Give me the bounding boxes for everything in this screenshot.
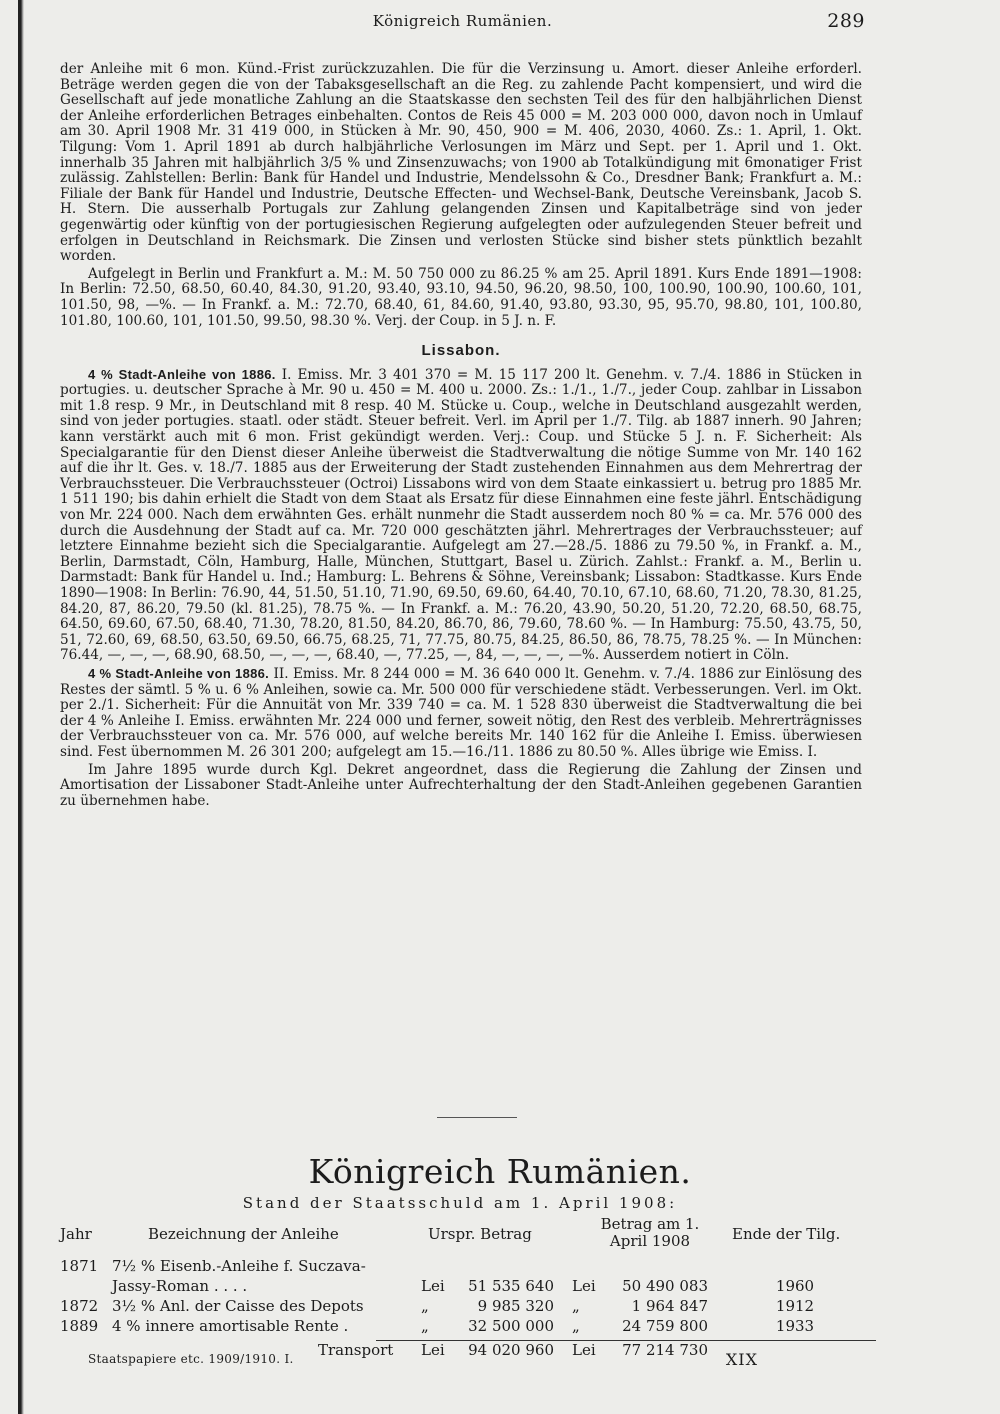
portugal-loan-paragraph: der Anleihe mit 6 mon. Künd.-Frist zurückzuzahlen. Die für die Verzinsung u. Amort. dieser Anleihe erforderl. Beträge werden gegen die von der Tabaksgesellschaft an die Reg. zu zahlende Pacht kompensiert, und wird die Gesellschaft auf jede monatliche Zahlung an die Staatskasse den sechsten Teil des für den halbjährlichen Dienst der Anleihe erforderlichen Betrages einbehalten. Contos de Reis 45 000 = M. 203 000 000, davon noch in Umlauf am 30. April 1908 Mr. 31 419 000, in Stücken à Mr. 90, 450, 900 = M. 406, 2030, 4060. Zs.: 1. April, 1. Okt. Tilgung: Vom 1. April 1891 ab durch halbjährliche Verlosungen im März und Sept. per 1. April und 1. Okt. innerhalb 35 Jahren mit halbjährlich 3/5 % und Zinsenzuwachs; von 1900 ab Totalkündigung mit 6monatiger Frist zulässig. Zahlstellen: Berlin: Bank für Handel und Industrie, Mendelssohn & Co., Dresdner Bank; Frankfurt a. M.: Filiale der Bank für Handel und Industrie, Deutsche Effecten- und Wechsel-Bank, Deutsche Vereinsbank, Jacob S. H. Stern. Die ausserhalb Portugals zur Zahlung gelangenden Zinsen und Kapitalbeträge sind von jeder gegenwärtig oder künftig von der portugiesischen Regierung aufgelegten oder aufzulegenden Steuer befreit und erfolgen in Deutschland in Reichsmark. Die Zinsen und verlosten Stücke sind bisher stets pünktlich bezahlt worden. <box>60 61 862 265</box>
table-row <box>60 1316 870 1336</box>
state-debt-table <box>60 1216 870 1360</box>
page-footer <box>88 1350 758 1372</box>
row-cur1: Lei <box>421 1277 445 1295</box>
transport-amount2: 77 214 730 <box>622 1341 708 1359</box>
loan-2-heading: 4 % Stadt-Anleihe von 1886. <box>88 665 270 681</box>
row-end: 1960 <box>775 1277 815 1295</box>
table-row <box>60 1256 870 1276</box>
loan-2-text: II. Emiss. Mr. 8 244 000 = M. 36 640 000 lt. Genehm. v. 7./4. 1886 zur Einlösung des Restes der sämtl. 5 % u. 6 % Anleihen, sowie ca. Mr. 500 000 für verschiedene städt. Verbesserungen. Verl. im Okt. per 2./1. Sicherheit: Für die Annuität von Mr. 339 740 = ca. M. 1 528 830 überweist die Stadtverwaltung die bei der 4 % Anleihe I. Emiss. erwähnten Mr. 224 000 und ferner, soweit nötig, den Rest des verbleib. Mehrerträgnisses der Verbrauchssteuer von ca. Mr. 576 000, auf welche bereits Mr. 140 162 für die Anleihe I. Emiss. überwiesen sind. Fest übernommen M. 26 301 200; aufgelegt am 15.—16./11. 1886 zu 80.50 %. Alles übrige wie Emiss. I. <box>60 665 862 760</box>
row-cur2: „ <box>572 1317 580 1335</box>
loan-1-heading: 4 % Stadt-Anleihe von 1886. <box>88 366 276 382</box>
row-year: 1871 <box>60 1257 99 1275</box>
row-cur2: „ <box>572 1297 580 1315</box>
debt-subtitle: Stand der Staatsschuld am 1. April 1908: <box>242 1194 678 1212</box>
lissabon-closing-paragraph: Im Jahre 1895 wurde durch Kgl. Dekret angeordnet, dass die Regierung die Zahlung der Zinsen und Amortisation der Lissaboner Stadt-Anleihe unter Aufrechterhaltung der den Stadt-Anleihen gegebenen Garantien zu übernehmen habe. <box>60 761 862 809</box>
transport-cur2: Lei <box>572 1341 596 1359</box>
footer-publication: Staatspapiere etc. 1909/1910. I. <box>88 1352 294 1366</box>
row-amount1: 9 985 320 <box>477 1297 554 1315</box>
table-row <box>60 1296 870 1316</box>
transport-label: Transport <box>318 1341 394 1359</box>
col-year: Jahr <box>60 1225 92 1243</box>
table-header <box>60 1216 870 1256</box>
row-amount2: 24 759 800 <box>622 1317 708 1335</box>
lissabon-loan-2 <box>60 666 862 761</box>
row-name: Jassy-Roman . . . . <box>112 1277 248 1295</box>
row-name: 4 % innere amortisable Rente . <box>112 1317 349 1335</box>
main-text <box>60 62 862 809</box>
section-divider <box>437 1117 517 1118</box>
row-year: 1872 <box>60 1297 99 1315</box>
row-amount1: 32 500 000 <box>468 1317 554 1335</box>
row-amount1: 51 535 640 <box>468 1277 554 1295</box>
page-number: 289 <box>827 10 865 32</box>
transport-amount1: 94 020 960 <box>468 1341 554 1359</box>
col-original: Urspr. Betrag <box>428 1225 532 1243</box>
table-row <box>60 1276 870 1296</box>
row-cur2: Lei <box>572 1277 596 1295</box>
portugal-quotes-paragraph: Aufgelegt in Berlin und Frankfurt a. M.: M. 50 750 000 zu 86.25 % am 25. April 1891. Kurs Ende 1891—1908: In Berlin: 72.50, 68.50, 60.40, 84.30, 91.20, 93.40, 93.10, 94.50, 96.20, 98.50, 100, 100.90, 100.90, 100.60, 101, 101.50, 98, —%. — In Frankf. a. M.: 72.70, 68.40, 61, 84.60, 91.40, 93.80, 93.30, 95, 95.70, 98.80, 101, 100.80, 101.80, 100.60, 101, 101.50, 99.50, 98.30 %. Verj. der Coup. in 5 J. n. F. <box>60 265 862 329</box>
row-end: 1933 <box>775 1317 815 1335</box>
row-amount2: 50 490 083 <box>622 1277 708 1295</box>
lissabon-loan-1 <box>60 367 862 664</box>
table-body <box>60 1256 870 1336</box>
loan-1-text: I. Emiss. Mr. 3 401 370 = M. 15 117 200 lt. Genehm. v. 7./4. 1886 in Stücken in portugies. u. deutscher Sprache à Mr. 90 u. 450 = M. 400 u. 2000. Zs.: 1./1., 1./7., jeder Coup. zahlbar in Lissabon mit 1.8 resp. 9 Mr., in Deutschland mit 8 resp. 40 M. Stücke u. Coup., welche in Deutschland ausgezahlt werden, sind von jeder portugies. staatl. oder städt. Steuer befreit. Verl. im April per 1./7. Tilg. ab 1887 innerh. 90 Jahren; kann verstärkt auch mit 6 mon. Frist gekündigt werden. Verj.: Coup. und Stücke 5 J. n. F. Sicherheit: Als Specialgarantie für den Dienst dieser Anleihe überweist die Stadtverwaltung die nötige Summe von Mr. 140 162 auf die ihr lt. Ges. v. 18./7. 1885 aus der Erweiterung der Stadt zustehenden Einnahmen aus dem Mehrertrag der Verbrauchssteuer. Die Verbrauchssteuer (Octroi) Lissabons wird von dem Staate einkassiert u. betrug pro 1885 Mr. 1 511 190; bis dahin erhielt die Stadt von dem Staat als Ersatz für diese Einnahmen eine feste jährl. Entschädigung von Mr. 224 000. Nach dem erwähnten Ges. erhält nunmehr die Stadt ausserdem noch 80 % = ca. Mr. 576 000 des durch die Ausdehnung der Stadt auf ca. Mr. 720 000 geschätzten jährl. Mehrertrages der Verbrauchssteuer; auf letztere Einnahme bezieht sich die Specialgarantie. Aufgelegt am 27.—28./5. 1886 zu 79.50 %, in Frankf. a. M., Berlin, Darmstadt, Cöln, Hamburg, Halle, München, Stuttgart, Basel u. Zürich. Zahlst.: Frankf. a. M., Berlin u. Darmstadt: Bank für Handel u. Ind.; Hamburg: L. Behrens & Söhne, Vereinsbank; Lissabon: Stadtkasse. Kurs Ende 1890—1908: In Berlin: 76.90, 44, 51.50, 51.10, 71.90, 69.50, 69.60, 64.40, 70.10, 67.10, 68.60, 71.20, 78.30, 81.25, 84.20, 87, 86.20, 79.50 (kl. 81.25), 78.75 %. — In Frankf. a. M.: 76.20, 43.90, 50.20, 51.20, 72.20, 68.50, 68.75, 64.50, 69.60, 67.50, 68.40, 71.30, 78.20, 81.50, 84.20, 86.70, 86, 79.60, 78.60 %. — In Hamburg: 75.50, 43.75, 50, 51, 72.60, 69, 68.50, 63.50, 69.50, 66.75, 68.25, 71, 77.75, 80.75, 84.25, 86.50, 86, 78.75, 78.25 %. — In München: 76.44, —, —, —, 68.90, 68.50, —, —, —, 68.40, —, 77.25, —, 84, —, —, —, —%. Ausserdem notiert in Cöln. <box>60 366 863 664</box>
row-name: 3½ % Anl. der Caisse des Depots <box>112 1297 364 1315</box>
row-year: 1889 <box>60 1317 99 1335</box>
transport-cur1: Lei <box>421 1341 445 1359</box>
country-title: Königreich Rumänien. <box>308 1152 692 1191</box>
col-end: Ende der Tilg. <box>732 1225 841 1243</box>
col-current: Betrag am 1. April 1908 <box>600 1215 700 1250</box>
row-cur1: „ <box>421 1297 429 1315</box>
running-title: Königreich Rumänien. <box>372 12 553 30</box>
footer-signature: XIX <box>725 1350 758 1369</box>
running-header <box>60 10 865 38</box>
row-cur1: „ <box>421 1317 429 1335</box>
city-heading-lissabon: Lissabon. <box>421 342 501 360</box>
row-name: 7½ % Eisenb.-Anleihe f. Suczava- <box>112 1257 366 1275</box>
row-end: 1912 <box>775 1297 815 1315</box>
col-name: Bezeichnung der Anleihe <box>148 1225 339 1243</box>
row-amount2: 1 964 847 <box>631 1297 708 1315</box>
